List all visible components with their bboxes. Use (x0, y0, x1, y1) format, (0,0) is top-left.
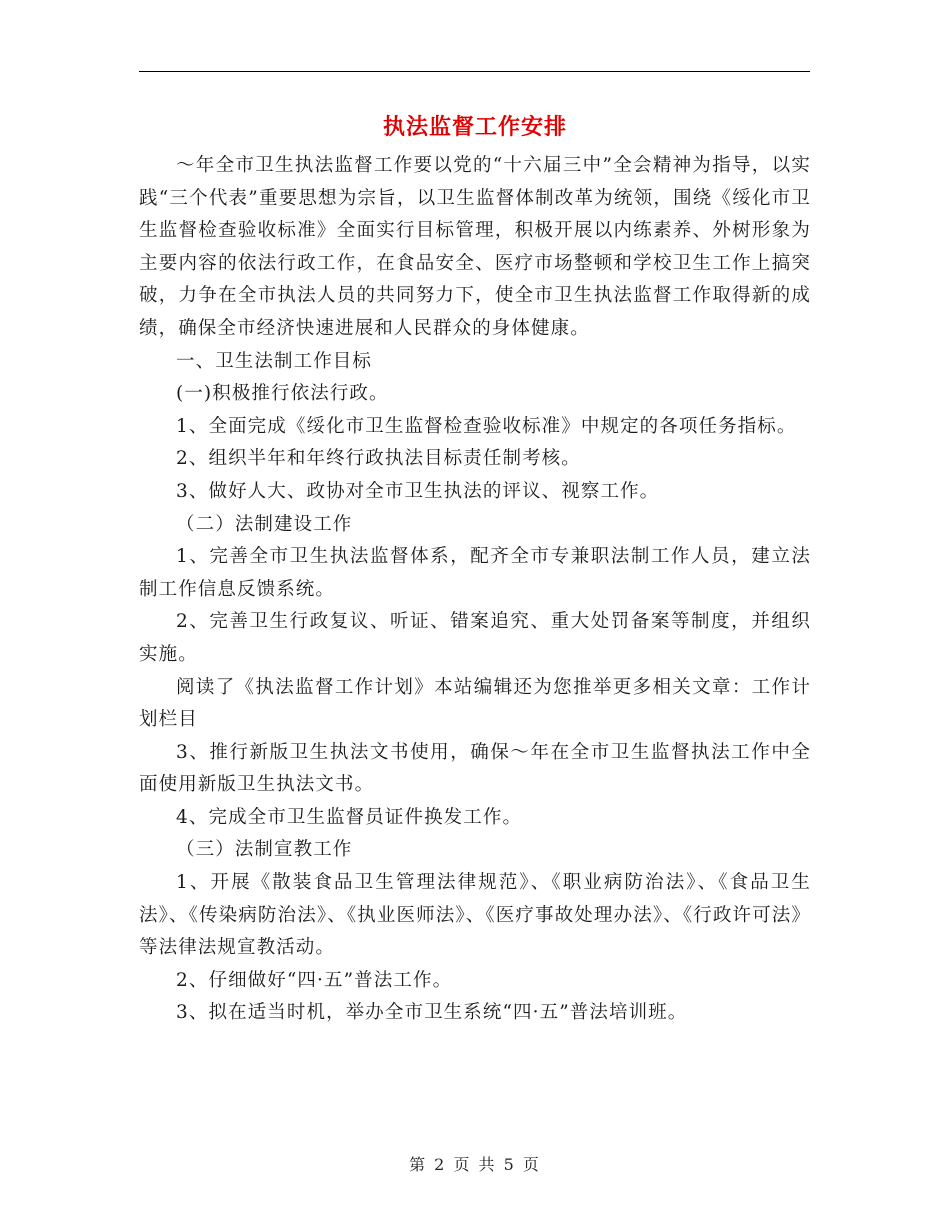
document-body (139, 150, 811, 1030)
list-item: 4、完成全市卫生监督员证件换发工作。 (176, 806, 523, 828)
list-item: 1、全面完成《绥化市卫生监督检查验收标准》中规定的各项任务指标。 (176, 415, 797, 437)
list-item: 3、推行新版卫生执法文书使用，确保～年在全市卫生监督执法工作中全面使用新版卫生执法文书。 (139, 741, 811, 796)
list-item: 2、组织半年和年终行政执法目标责任制考核。 (176, 448, 581, 470)
header-rule (139, 71, 810, 72)
subsection-heading-2: （二）法制建设工作 (176, 513, 353, 535)
related-articles-note: 阅读了《执法监督工作计划》本站编辑还为您推举更多相关文章：工作计划栏目 (139, 676, 811, 731)
list-item: 1、开展《散装食品卫生管理法律规范》、《职业病防治法》、《食品卫生法》、《传染病防治法》、《执业医师法》、《医疗事故处理办法》、《行政许可法》等法律法规宣教活动。 (139, 872, 811, 959)
list-item: 2、仔细做好“四·五”普法工作。 (176, 969, 453, 991)
section-heading-1: 一、卫生法制工作目标 (176, 350, 373, 372)
subsection-heading-1: (一)积极推行依法行政。 (176, 383, 389, 405)
document-title: 执法监督工作安排 (382, 115, 567, 140)
page-number-footer: 第 2 页 共 5 页 (409, 1155, 541, 1174)
list-item: 1、完善全市卫生执法监督体系，配齐全市专兼职法制工作人员，建立法制工作信息反馈系统。 (139, 546, 811, 600)
list-item: 3、拟在适当时机，举办全市卫生系统“四·五”普法培训班。 (176, 1002, 688, 1024)
list-item: 3、做好人大、政协对全市卫生执法的评议、视察工作。 (176, 480, 660, 502)
subsection-heading-3: （三）法制宣教工作 (176, 839, 353, 861)
list-item: 2、完善卫生行政复议、听证、错案追究、重大处罚备案等制度，并组织实施。 (139, 611, 811, 665)
intro-paragraph: ～年全市卫生执法监督工作要以党的“十六届三中”全会精神为指导，以实践“三个代表”重要思想为宗旨，以卫生监督体制改革为统领，围绕《绥化市卫生监督检查验收标准》全面实行目标管理，积极开展以内练素养、外树形象为主要内容的依法行政工作，在食品安全、医疗市场整顿和学校卫生工作上搞突破，力争在全市执法人员的共同努力下，使全市卫生执法监督工作取得新的成绩，确保全市经济快速进展和人民群众的身体健康。 (139, 155, 811, 339)
